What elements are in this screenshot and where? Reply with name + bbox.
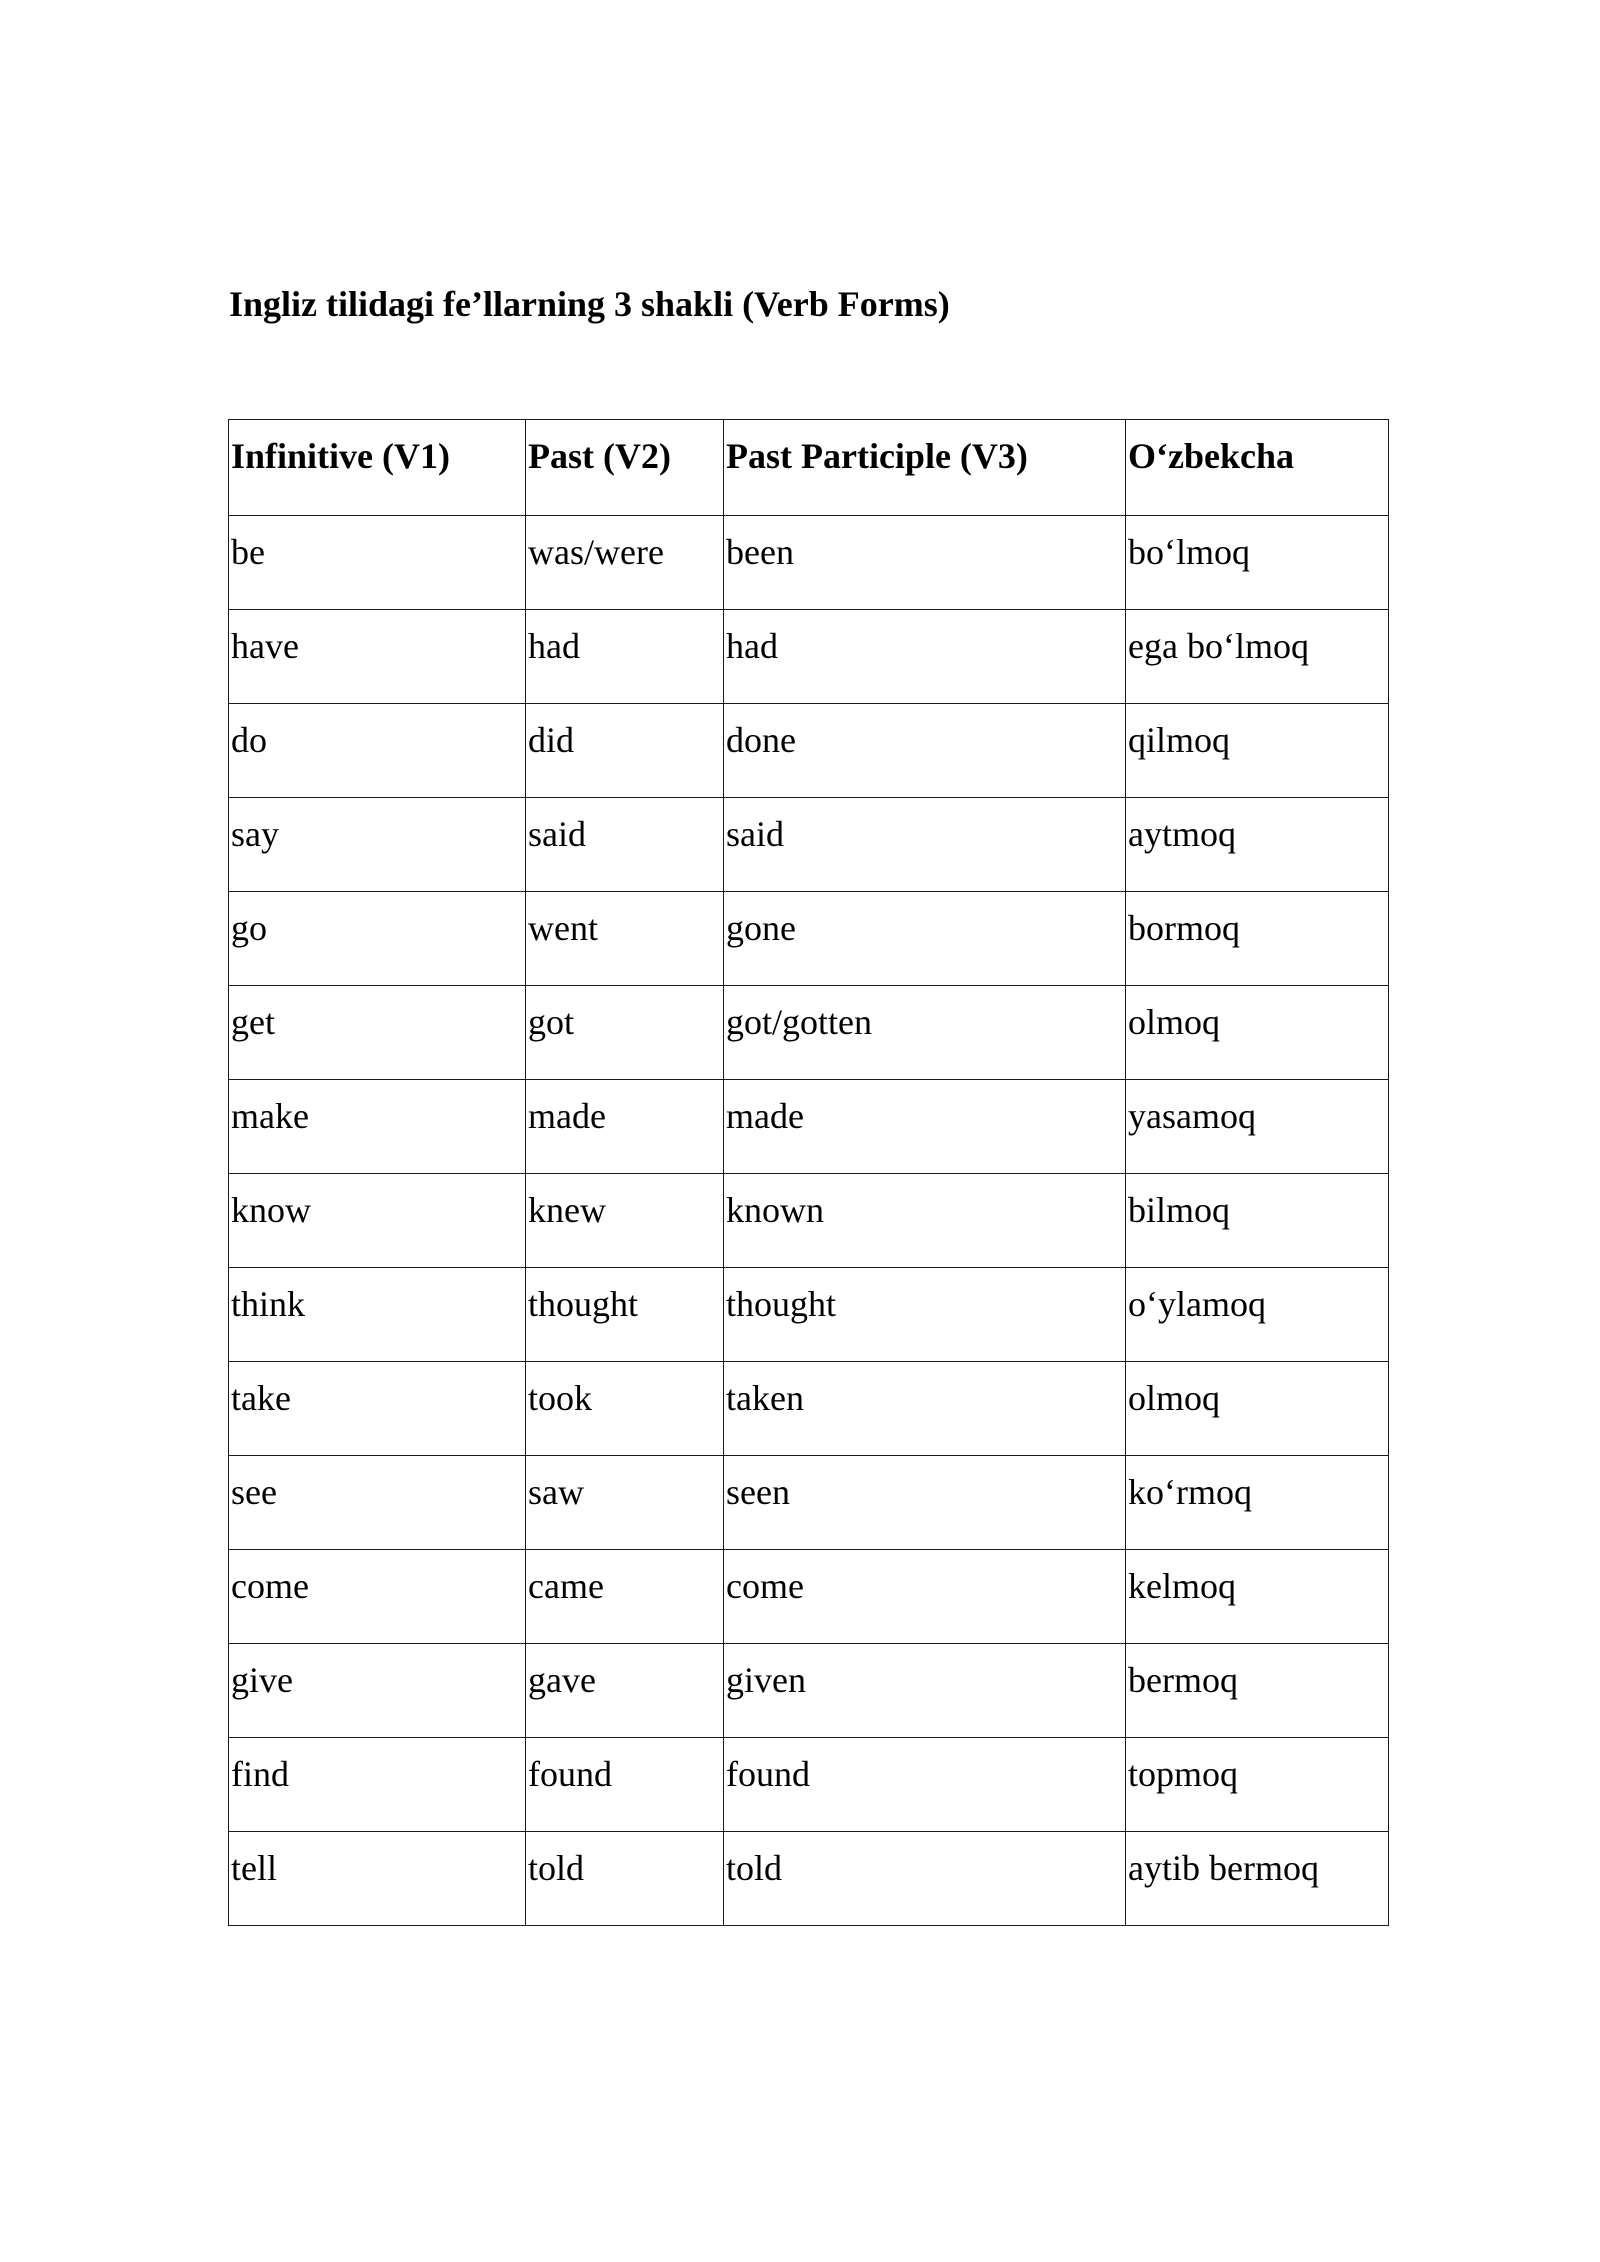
cell-past: made (526, 1080, 724, 1174)
cell-past: was/were (526, 516, 724, 610)
table-row (229, 892, 1389, 986)
cell-past: gave (526, 1644, 724, 1738)
table-row (229, 798, 1389, 892)
table-row (229, 1080, 1389, 1174)
cell-past-participle: thought (724, 1268, 1126, 1362)
cell-uzbek: ega bo‘lmoq (1126, 610, 1389, 704)
cell-past: told (526, 1832, 724, 1926)
cell-uzbek: aytmoq (1126, 798, 1389, 892)
cell-infinitive: see (229, 1456, 526, 1550)
table-row (229, 610, 1389, 704)
table-row (229, 1456, 1389, 1550)
cell-past-participle: got/gotten (724, 986, 1126, 1080)
cell-uzbek: bormoq (1126, 892, 1389, 986)
cell-past-participle: made (724, 1080, 1126, 1174)
cell-past-participle: come (724, 1550, 1126, 1644)
cell-past-participle: said (724, 798, 1126, 892)
cell-infinitive: make (229, 1080, 526, 1174)
cell-infinitive: think (229, 1268, 526, 1362)
header-past-participle: Past Participle (V3) (724, 420, 1126, 516)
cell-past-participle: had (724, 610, 1126, 704)
cell-infinitive: say (229, 798, 526, 892)
table-row (229, 1832, 1389, 1926)
header-infinitive: Infinitive (V1) (229, 420, 526, 516)
cell-past-participle: been (724, 516, 1126, 610)
cell-uzbek: topmoq (1126, 1738, 1389, 1832)
cell-past-participle: done (724, 704, 1126, 798)
cell-infinitive: tell (229, 1832, 526, 1926)
cell-past-participle: known (724, 1174, 1126, 1268)
table-row (229, 986, 1389, 1080)
table-row (229, 1644, 1389, 1738)
cell-infinitive: do (229, 704, 526, 798)
cell-infinitive: find (229, 1738, 526, 1832)
table-row (229, 1362, 1389, 1456)
cell-uzbek: qilmoq (1126, 704, 1389, 798)
table-row (229, 1268, 1389, 1362)
cell-past-participle: given (724, 1644, 1126, 1738)
cell-uzbek: aytib bermoq (1126, 1832, 1389, 1926)
cell-past: thought (526, 1268, 724, 1362)
cell-infinitive: take (229, 1362, 526, 1456)
cell-uzbek: bermoq (1126, 1644, 1389, 1738)
cell-past: knew (526, 1174, 724, 1268)
cell-past: had (526, 610, 724, 704)
cell-past: said (526, 798, 724, 892)
verb-forms-table (228, 419, 1389, 1926)
cell-past: did (526, 704, 724, 798)
cell-uzbek: kelmoq (1126, 1550, 1389, 1644)
table-header-row (229, 420, 1389, 516)
cell-uzbek: ko‘rmoq (1126, 1456, 1389, 1550)
cell-past-participle: gone (724, 892, 1126, 986)
cell-past: found (526, 1738, 724, 1832)
header-uzbek: O‘zbekcha (1126, 420, 1389, 516)
cell-uzbek: yasamoq (1126, 1080, 1389, 1174)
table-row (229, 1174, 1389, 1268)
table-row (229, 1550, 1389, 1644)
cell-uzbek: o‘ylamoq (1126, 1268, 1389, 1362)
cell-uzbek: bo‘lmoq (1126, 516, 1389, 610)
cell-uzbek: olmoq (1126, 1362, 1389, 1456)
cell-past: took (526, 1362, 724, 1456)
cell-uzbek: bilmoq (1126, 1174, 1389, 1268)
page-title: Ingliz tilidagi fe’llarning 3 shakli (Verb Forms) (229, 284, 950, 324)
cell-infinitive: go (229, 892, 526, 986)
header-past: Past (V2) (526, 420, 724, 516)
cell-infinitive: come (229, 1550, 526, 1644)
cell-infinitive: know (229, 1174, 526, 1268)
cell-infinitive: give (229, 1644, 526, 1738)
cell-past: came (526, 1550, 724, 1644)
cell-past: went (526, 892, 724, 986)
cell-past: got (526, 986, 724, 1080)
cell-past: saw (526, 1456, 724, 1550)
table-row (229, 516, 1389, 610)
cell-infinitive: have (229, 610, 526, 704)
cell-uzbek: olmoq (1126, 986, 1389, 1080)
cell-past-participle: told (724, 1832, 1126, 1926)
cell-infinitive: get (229, 986, 526, 1080)
table-row (229, 704, 1389, 798)
cell-past-participle: seen (724, 1456, 1126, 1550)
cell-infinitive: be (229, 516, 526, 610)
table-row (229, 1738, 1389, 1832)
cell-past-participle: taken (724, 1362, 1126, 1456)
cell-past-participle: found (724, 1738, 1126, 1832)
